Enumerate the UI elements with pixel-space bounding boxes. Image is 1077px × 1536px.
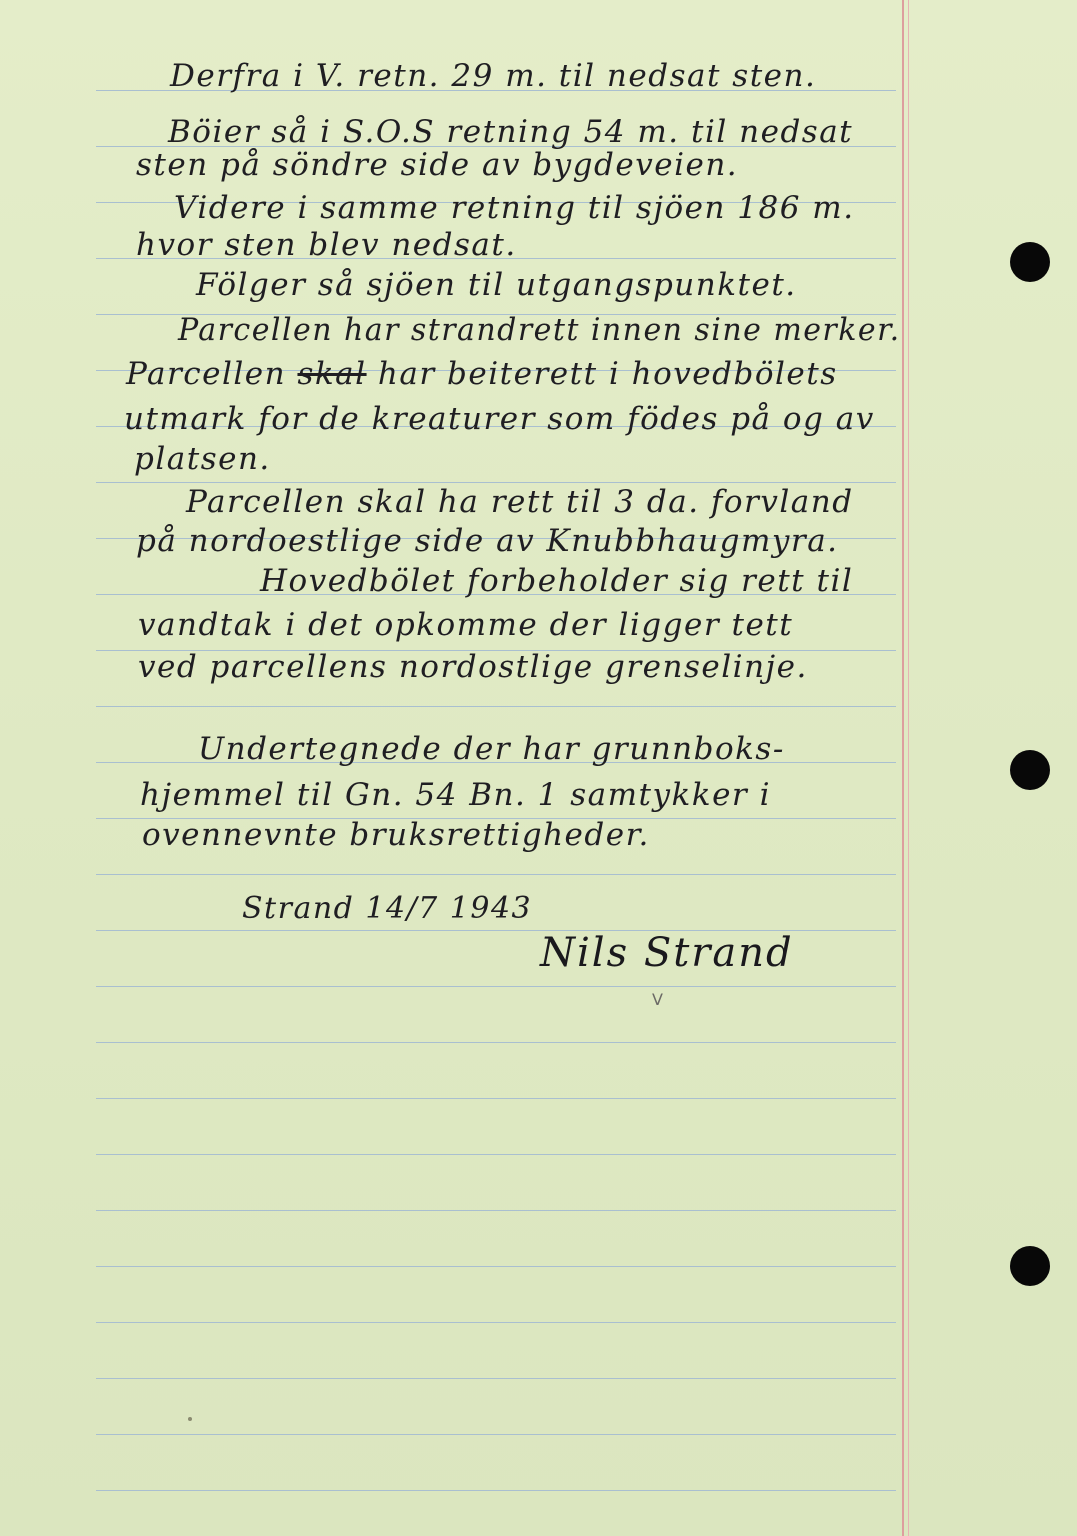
margin-rule: [908, 0, 909, 1536]
text-line: hvor sten blev nedsat.: [136, 227, 517, 263]
punch-hole: [1010, 750, 1050, 790]
text-line: platsen.: [134, 441, 271, 477]
punch-hole: [1010, 242, 1050, 282]
ruled-line: [96, 986, 896, 987]
ruled-line: [96, 874, 896, 875]
text-line: Böier så i S.O.S retning 54 m. til nedsat: [168, 114, 854, 150]
text-line: ovennevnte bruksrettigheder.: [142, 817, 650, 853]
ruled-line: [96, 1490, 896, 1491]
text-line: ved parcellens nordostlige grenselinje.: [138, 649, 808, 685]
text-line: Derfra i V. retn. 29 m. til nedsat sten.: [170, 58, 817, 94]
text-line: Parcellen har strandrett innen sine merker.: [178, 312, 901, 348]
ruled-line: [96, 1434, 896, 1435]
ink-mark: V: [652, 990, 663, 1009]
text-line: Fölger så sjöen til utgangspunktet.: [196, 267, 797, 303]
text-line: hjemmel til Gn. 54 Bn. 1 samtykker i: [140, 777, 771, 813]
ruled-line: [96, 1098, 896, 1099]
struck-word: skal: [297, 356, 367, 392]
text-line: [126, 355, 838, 393]
ruled-line: [96, 1154, 896, 1155]
ruled-line: [96, 1266, 896, 1267]
text-line: Videre i samme retning til sjöen 186 m.: [174, 190, 855, 226]
punch-hole: [1010, 1246, 1050, 1286]
text-line: Undertegnede der har grunnboks-: [198, 731, 785, 767]
ruled-line: [96, 1378, 896, 1379]
text-line: utmark for de kreaturer som födes på og av: [124, 401, 875, 437]
ruled-line: [96, 1042, 896, 1043]
ruled-line: [96, 1322, 896, 1323]
ruled-line: [96, 1210, 896, 1211]
ruled-line: [96, 706, 896, 707]
paper-speck: [188, 1417, 192, 1421]
text-fragment: Parcellen: [126, 356, 298, 392]
date-line: Strand 14/7 1943: [242, 891, 533, 926]
text-line: Parcellen skal ha rett til 3 da. forvland: [186, 484, 854, 520]
text-line: sten på söndre side av bygdeveien.: [136, 147, 739, 183]
margin-rule: [902, 0, 904, 1536]
text-line: på nordoestlige side av Knubbhaugmyra.: [136, 523, 839, 559]
signature: Nils Strand: [540, 930, 794, 976]
text-line: Hovedbölet forbeholder sig rett til: [260, 563, 854, 599]
text-fragment: har beiterett i hovedbölets: [366, 356, 838, 392]
text-line: vandtak i det opkomme der ligger tett: [138, 607, 794, 643]
